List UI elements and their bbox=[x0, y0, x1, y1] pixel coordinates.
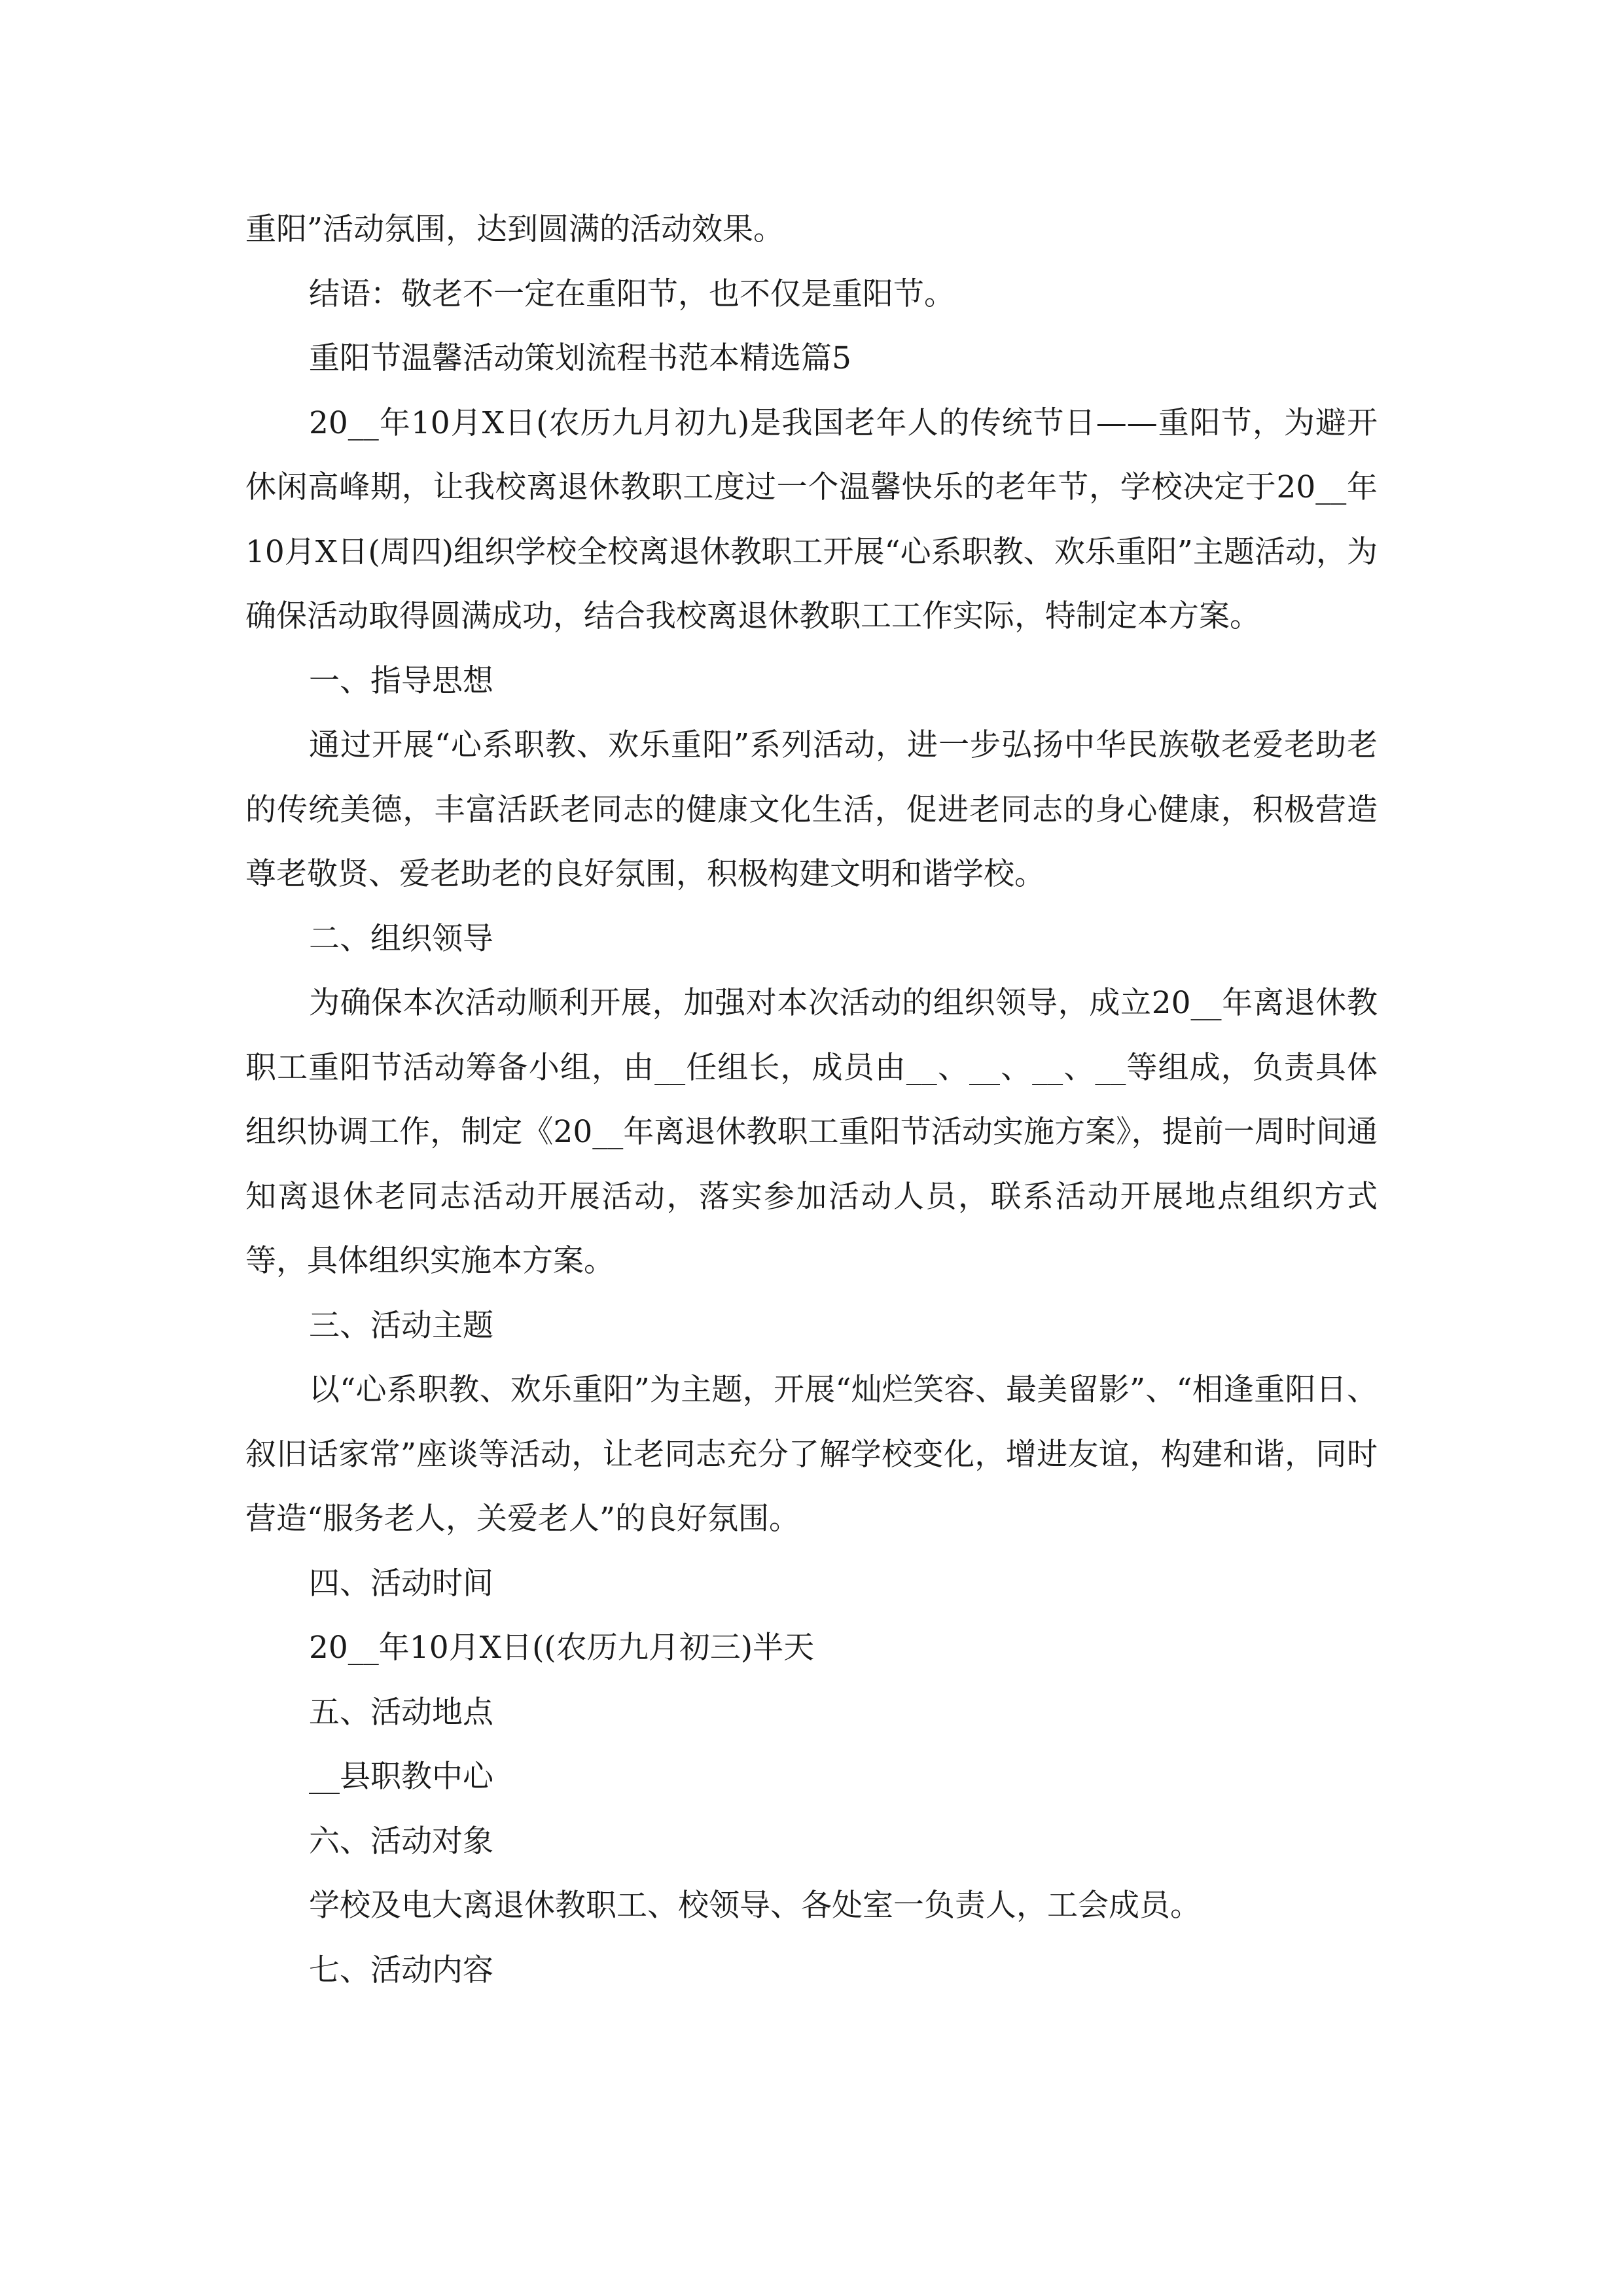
paragraph-continuation: 重阳”活动氛围，达到圆满的活动效果。 bbox=[245, 211, 785, 247]
paragraph-intro: 20__年10月X日(农历九月初九)是我国老年人的传统节日——重阳节，为避开休闲高峰期，让我校离退休教职工度过一个温馨快乐的老年节，学校决定于20__年10月X日(周四)组织学校全校离退休教职工开展“心系职教、欢乐重阳”主题活动，为确保活动取得圆满成功，结合我校离退休教职工工作实际，特制定本方案。 bbox=[245, 404, 1378, 634]
heading-guiding-thought: 一、指导思想 bbox=[309, 662, 493, 699]
paragraph-time: 20__年10月X日((农历九月初三)半天 bbox=[309, 1630, 815, 1666]
section-title: 重阳节温馨活动策划流程书范本精选篇5 bbox=[309, 340, 851, 376]
document-body bbox=[245, 198, 1378, 2003]
heading-theme: 三、活动主题 bbox=[309, 1307, 493, 1344]
paragraph-location: __县职教中心 bbox=[309, 1759, 493, 1795]
heading-participants: 六、活动对象 bbox=[309, 1823, 493, 1859]
paragraph-participants: 学校及电大离退休教职工、校领导、各处室一负责人，工会成员。 bbox=[309, 1888, 1201, 1924]
heading-location: 五、活动地点 bbox=[309, 1694, 493, 1731]
paragraph-organization: 为确保本次活动顺利开展，加强对本次活动的组织领导，成立20__年离退休教职工重阳节活动筹备小组，由__任组长，成员由__、__、__、__等组成，负责具体组织协调工作，制定《20__年离退休教职工重阳节活动实施方案》，提前一周时间通知离退休老同志活动开展活动，落实参加活动人员，联系活动开展地点组织方式等，具体组织实施本方案。 bbox=[245, 985, 1378, 1279]
paragraph-conclusion: 结语：敬老不一定在重阳节，也不仅是重阳节。 bbox=[309, 276, 955, 312]
heading-content: 七、活动内容 bbox=[309, 1952, 493, 1988]
paragraph-theme: 以“心系职教、欢乐重阳”为主题，开展“灿烂笑容、最美留影”、“相逢重阳日、叙旧话家常”座谈等活动，让老同志充分了解学校变化，增进友谊，构建和谐，同时营造“服务老人，关爱老人”的良好氛围。 bbox=[245, 1372, 1378, 1537]
paragraph-guiding-thought: 通过开展“心系职教、欢乐重阳”系列活动，进一步弘扬中华民族敬老爱老助老的传统美德，丰富活跃老同志的健康文化生活，促进老同志的身心健康，积极营造尊老敬贤、爱老助老的良好氛围，积极构建文明和谐学校。 bbox=[245, 727, 1378, 892]
heading-organization: 二、组织领导 bbox=[309, 920, 493, 957]
heading-time: 四、活动时间 bbox=[309, 1565, 493, 1602]
